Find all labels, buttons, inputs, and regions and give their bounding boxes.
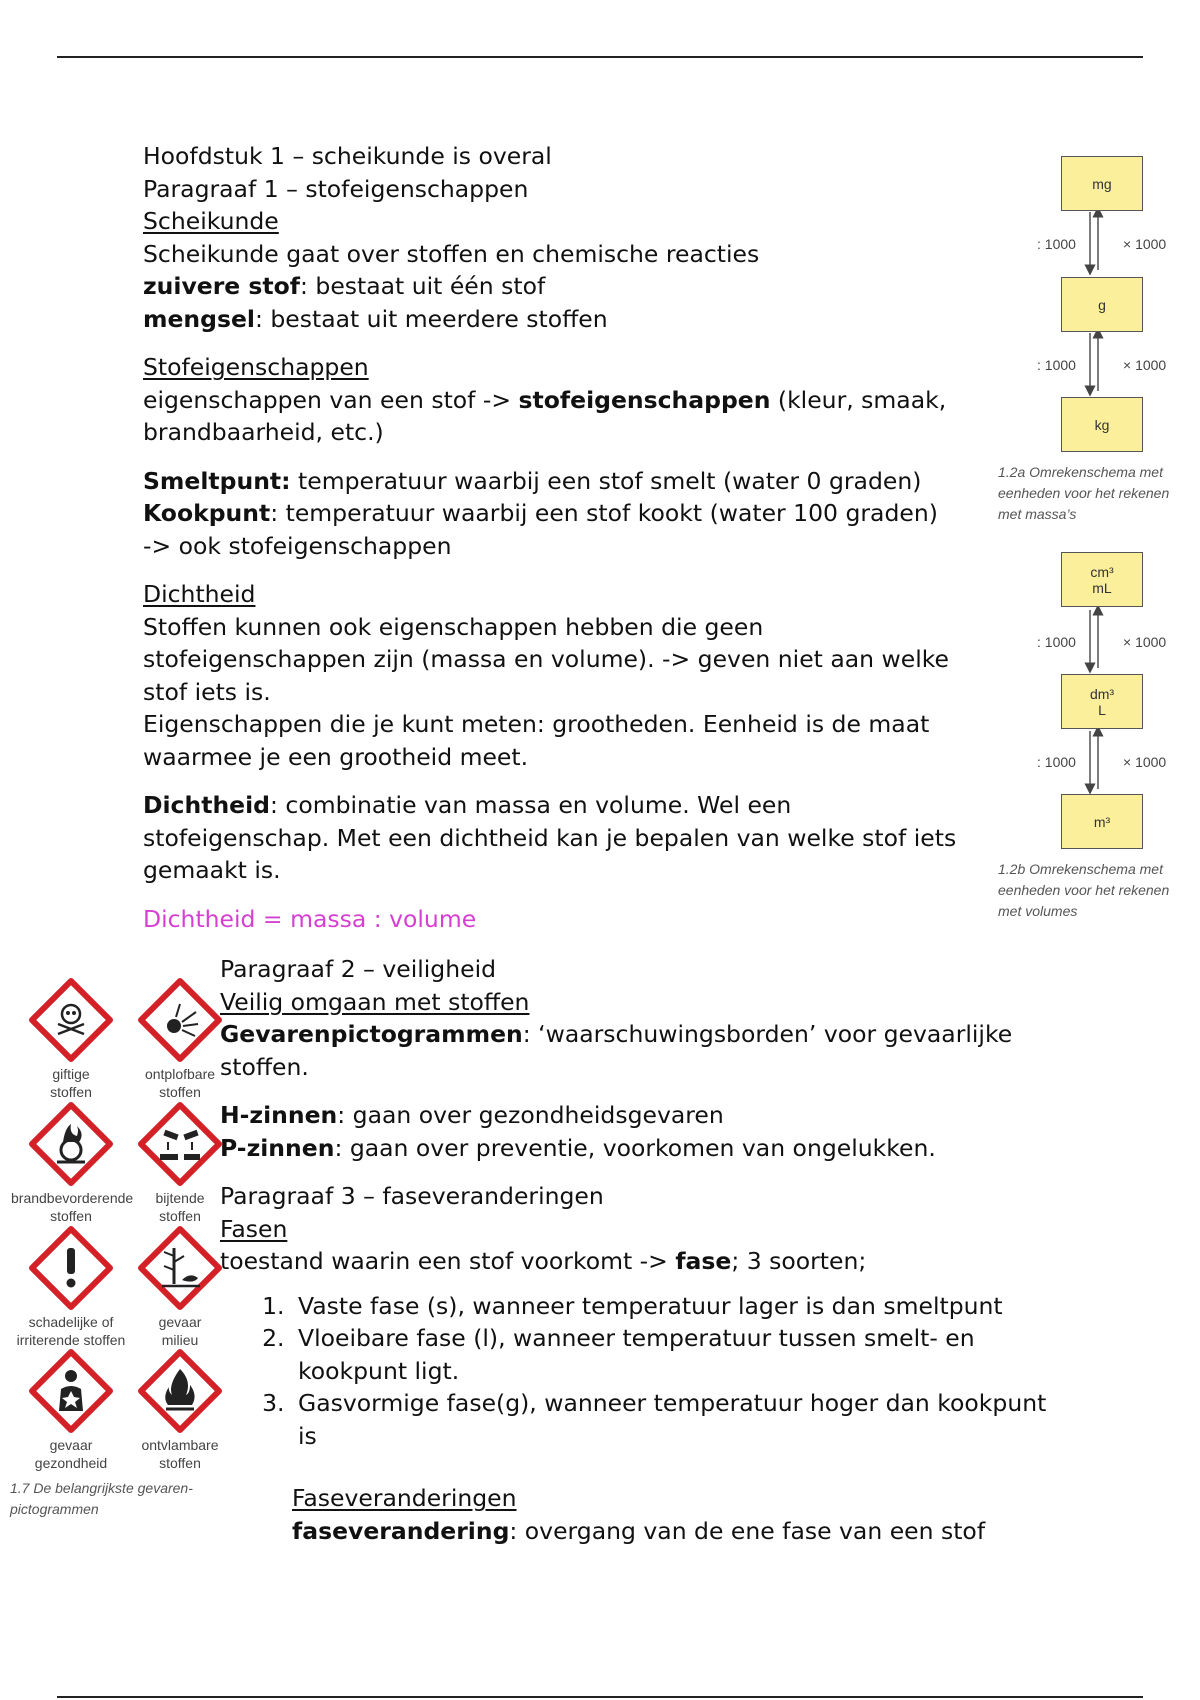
picto-term: Gevarenpictogrammen bbox=[220, 1020, 523, 1048]
melt-term: Smeltpunt: bbox=[143, 466, 291, 495]
unit-box-dm3 bbox=[1061, 674, 1143, 729]
multiply-label: × 1000 bbox=[1123, 634, 1167, 650]
pictogram-label: ontvlambare stoffen bbox=[141, 1437, 219, 1471]
skull-icon bbox=[29, 978, 113, 1062]
paragraph3-title: Paragraaf 3 – faseveranderingen bbox=[220, 1182, 604, 1210]
unit-label: cm³ bbox=[1090, 563, 1114, 580]
pictogram-label: schadelijke of irriterende stoffen bbox=[16, 1314, 126, 1348]
punten-note: -> ook stofeigenschappen bbox=[143, 531, 452, 560]
faseverandering-definition bbox=[292, 1515, 1060, 1548]
pictogram-caption: 1.7 De belangrijkste gevaren-pictogrammen bbox=[10, 1480, 193, 1517]
fase-term: fase bbox=[675, 1247, 732, 1275]
stofeig-text-before: eigenschappen van een stof -> bbox=[143, 385, 519, 414]
pictogram-label: gevaar milieu bbox=[158, 1314, 202, 1348]
stofeig-term: stofeigenschappen bbox=[518, 385, 771, 414]
picto-def: : ‘waarschuwingsborden’ voor gevaarlijke stoffen. bbox=[220, 1020, 1013, 1081]
pictogram-label: gevaar gezondheid bbox=[34, 1437, 108, 1471]
faseverandering-term: faseverandering bbox=[292, 1516, 510, 1545]
pictogram-definition bbox=[220, 1018, 1060, 1083]
dichtheid-heading: Dichtheid bbox=[143, 580, 256, 608]
divide-label: : 1000 bbox=[1037, 754, 1076, 770]
pure-term: zuivere stof bbox=[143, 272, 301, 300]
h-term: H-zinnen bbox=[220, 1101, 338, 1129]
unit-box-kg bbox=[1061, 397, 1143, 452]
density-formula: Dichtheid = massa : volume bbox=[143, 904, 477, 933]
unit-box-m3 bbox=[1061, 794, 1143, 849]
p-zinnen-line bbox=[220, 1132, 1060, 1165]
phase-list bbox=[220, 1290, 1060, 1453]
corrosive-icon bbox=[138, 1102, 222, 1186]
scheikunde-heading: Scheikunde bbox=[143, 207, 279, 235]
pictogram-label: brandbevorderende stoffen bbox=[11, 1190, 134, 1224]
melt-def: temperatuur waarbij een stof smelt (water 0 graden) bbox=[290, 466, 922, 495]
pictogram-label: bijtende stoffen bbox=[155, 1190, 205, 1224]
divide-label: : 1000 bbox=[1037, 236, 1076, 252]
list-item: 1. Vaste fase (s), wanneer temperatuur lager is dan smeltpunt bbox=[292, 1290, 1060, 1323]
fasen-intro-after: ; 3 soorten; bbox=[731, 1247, 867, 1275]
pictogram-label: ontplofbare stoffen bbox=[144, 1066, 216, 1100]
boil-term: Kookpunt bbox=[143, 499, 271, 527]
dichtheid-p1: Stoffen kunnen ook eigenschappen hebben die geen stofeigenschappen zijn (massa en volume). -> geven niet aan welke stof iets is. bbox=[143, 612, 949, 706]
explosion-icon bbox=[138, 978, 222, 1062]
unit-label: dm³ bbox=[1089, 685, 1115, 702]
stofeigenschappen-heading: Stofeigenschappen bbox=[143, 353, 369, 381]
chapter-title: Hoofdstuk 1 – scheikunde is overal bbox=[143, 142, 552, 170]
unit-box-g bbox=[1061, 277, 1143, 332]
oxidizer-icon bbox=[29, 1102, 113, 1186]
safety-and-phases-text bbox=[220, 953, 1060, 1547]
scheikunde-intro: Scheikunde gaat over stoffen en chemische reacties bbox=[143, 239, 760, 268]
multiply-label: × 1000 bbox=[1123, 357, 1167, 373]
dichtheid-term: Dichtheid bbox=[143, 791, 271, 819]
list-item: 3. Gasvormige fase(g), wanneer temperatuur hoger dan kookpunt is bbox=[292, 1387, 1060, 1452]
paragraph1-title: Paragraaf 1 – stofeigenschappen bbox=[143, 174, 529, 203]
mix-def: : bestaat uit meerdere stoffen bbox=[254, 304, 608, 333]
p-def: : gaan over preventie, voorkomen van ongelukken. bbox=[334, 1133, 936, 1162]
unit-label: g bbox=[1098, 296, 1106, 313]
bottom-rule bbox=[57, 1696, 1143, 1698]
faseveranderingen-heading: Faseveranderingen bbox=[292, 1484, 517, 1512]
faseveranderingen-block bbox=[292, 1482, 1060, 1547]
mass-diagram-caption: 1.2a Omrekenschema met eenheden voor het rekenen met massa’s bbox=[998, 464, 1170, 522]
dichtheid-def: : combinatie van massa en volume. Wel een stofeigenschap. Met een dichtheid kan je bepalen van welke stof iets gemaakt is. bbox=[143, 791, 957, 884]
multiply-label: × 1000 bbox=[1123, 236, 1167, 252]
flame-icon bbox=[138, 1349, 222, 1433]
divide-label: : 1000 bbox=[1037, 357, 1076, 373]
exclamation-icon bbox=[29, 1226, 113, 1310]
unit-label: m³ bbox=[1093, 813, 1111, 830]
unit-box-mg bbox=[1061, 156, 1143, 211]
stofeig-text-after: (kleur, smaak, brandbaarheid, etc.) bbox=[143, 385, 947, 446]
health-hazard-icon bbox=[29, 1349, 113, 1433]
veilig-heading: Veilig omgaan met stoffen bbox=[220, 987, 530, 1016]
divide-label: : 1000 bbox=[1037, 634, 1076, 650]
pictogram-label: giftige stoffen bbox=[50, 1066, 92, 1100]
paragraph2-title: Paragraaf 2 – veiligheid bbox=[220, 955, 497, 983]
volume-diagram-caption: 1.2b Omrekenschema met eenheden voor het rekenen met volumes bbox=[998, 861, 1170, 919]
h-zinnen-line bbox=[220, 1099, 1060, 1132]
unit-label: mg bbox=[1092, 175, 1112, 192]
dichtheid-p2: Eigenschappen die je kunt meten: grootheden. Eenheid is de maat waarmee je een grootheid meet. bbox=[143, 710, 930, 771]
environment-icon bbox=[138, 1226, 222, 1310]
mix-term: mengsel bbox=[143, 304, 255, 333]
multiply-label: × 1000 bbox=[1123, 754, 1167, 770]
fasen-intro-before: toestand waarin een stof voorkomt -> bbox=[220, 1247, 676, 1275]
fasen-intro bbox=[220, 1245, 1060, 1278]
p-term: P-zinnen bbox=[220, 1133, 335, 1162]
list-item: 2. Vloeibare fase (l), wanneer temperatuur tussen smelt- en kookpunt ligt. bbox=[292, 1322, 1060, 1387]
faseverandering-def: : overgang van de ene fase van een stof bbox=[509, 1516, 986, 1545]
boil-def: : temperatuur waarbij een stof kookt (water 100 graden) bbox=[270, 499, 938, 527]
unit-label: mL bbox=[1092, 579, 1112, 596]
unit-label: L bbox=[1098, 701, 1106, 718]
fasen-heading: Fasen bbox=[220, 1214, 288, 1243]
unit-box-cm3 bbox=[1061, 552, 1143, 607]
pure-def: : bestaat uit één stof bbox=[300, 272, 546, 300]
h-def: : gaan over gezondheidsgevaren bbox=[337, 1101, 724, 1129]
unit-label: kg bbox=[1094, 416, 1110, 433]
